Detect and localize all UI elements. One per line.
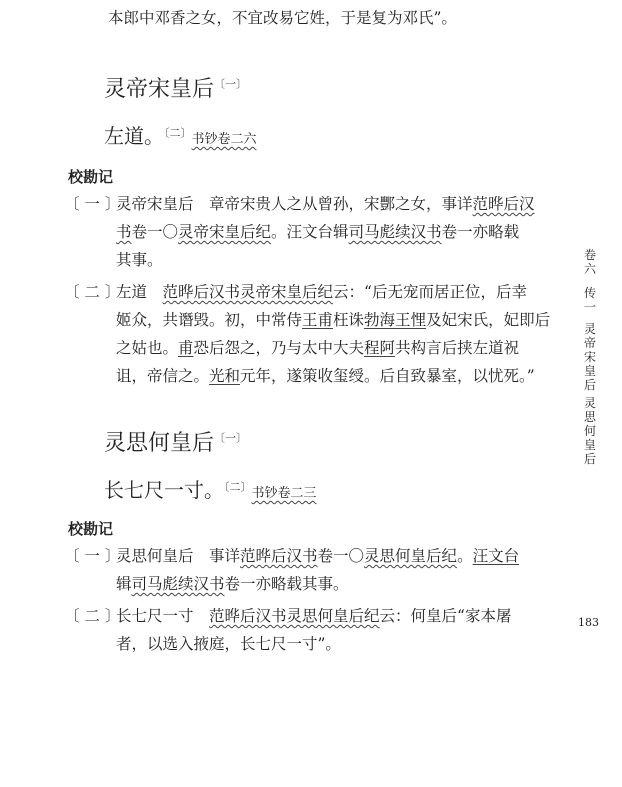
note-line [116, 306, 550, 334]
person-name: 勃海王悝 [364, 311, 427, 329]
section-title-text: 灵帝宋皇后 [104, 77, 215, 102]
source-citation: 书钞卷二三 [251, 486, 317, 501]
sidebar-volume: 卷六 [583, 248, 596, 276]
note-line [116, 542, 519, 570]
page-number: 183 [578, 616, 599, 629]
note-text: 枉诛 [333, 311, 365, 329]
note-text: 及妃宋氏，妃即后 [426, 311, 551, 329]
note-text: 卷一〇 [317, 547, 365, 565]
note-text: 辑 [116, 575, 132, 593]
note-text: 其事。 [116, 251, 163, 269]
note-text: 恐后怨之，乃与太中大夫 [193, 339, 365, 357]
note-number: 〔 二 〕 [64, 607, 121, 625]
note-text: 共构言后挟左道祝 [395, 339, 520, 357]
note-text: 长七尺一寸 [116, 607, 210, 625]
note-line [116, 334, 519, 362]
book-title: 司马彪续汉书 [348, 223, 442, 241]
person-name: 程阿 [364, 339, 396, 357]
note-line [116, 190, 535, 218]
section-title [104, 426, 247, 457]
note-text: 姬众，共谮毁。初，中常侍 [116, 311, 303, 329]
note-text: 。 [457, 547, 473, 565]
book-title: 灵帝宋皇后纪 [178, 223, 272, 241]
note-text: 之姑也。 [116, 339, 179, 357]
quote-note-ref: 〔二〕 [164, 126, 192, 140]
note-text: 元年，遂策收玺绶。后自致暴室，以忧死。” [240, 367, 535, 385]
note-text: 卷一亦略载 [441, 223, 520, 241]
note-line [116, 362, 535, 390]
sidebar-topic: 灵帝宋皇后 [583, 322, 596, 392]
note-text: 。汪文台辑 [271, 223, 349, 241]
collation-heading: 校勘记 [68, 168, 114, 186]
quote-text: 长七尺一寸。 [104, 478, 224, 502]
note-number: 〔 一 〕 [64, 195, 121, 213]
note-text: 云：何皇后“家本屠 [379, 607, 512, 625]
note-text: 卷一亦略载其事。 [224, 575, 349, 593]
book-title: 范晔后汉书灵思何皇后纪 [209, 607, 380, 625]
book-title: 范晔后汉 [472, 195, 535, 213]
collation-heading: 校勘记 [68, 520, 114, 538]
person-name: 王甫 [302, 311, 334, 329]
quote-line [104, 120, 257, 149]
quote-line [104, 474, 317, 503]
book-title: 书 [116, 223, 132, 241]
note-line [116, 278, 527, 306]
sidebar-topic: 灵思何皇后 [583, 396, 596, 466]
continuation-line: 本郎中邓香之女，不宜改易它姓，于是复为邓氏”。 [108, 9, 457, 27]
section-title-text: 灵思何皇后 [104, 431, 215, 456]
sidebar-section: 传一 [583, 286, 596, 314]
quote-note-ref: 〔二〕 [224, 480, 252, 494]
note-line [116, 218, 519, 246]
quote-text: 左道。 [104, 124, 164, 148]
note-text: 诅，帝信之。 [116, 367, 210, 385]
note-line [116, 246, 163, 274]
era-name: 光和 [209, 367, 241, 385]
source-citation: 书钞卷二六 [191, 132, 257, 147]
note-line [116, 630, 341, 658]
section-title [104, 72, 247, 103]
person-name: 甫 [178, 339, 194, 357]
book-title: 范晔后汉书 [240, 547, 318, 565]
note-number: 〔 二 〕 [64, 283, 121, 301]
note-text: 者，以选入掖庭，长七尺一寸”。 [116, 635, 341, 653]
note-line [116, 570, 349, 598]
note-text: 卷一〇 [131, 223, 179, 241]
note-text: 云：“后无宠而居正位，后幸 [333, 283, 527, 301]
book-title: 灵思何皇后纪 [364, 547, 458, 565]
book-title: 司马彪续汉书 [131, 575, 225, 593]
note-text: 左道 [116, 283, 163, 301]
title-note-ref: 〔一〕 [214, 77, 248, 91]
book-title: 范晔后汉书灵帝宋皇后纪 [162, 283, 334, 301]
note-number: 〔 一 〕 [64, 547, 121, 565]
note-text: 灵思何皇后 事详 [116, 547, 241, 565]
person-name: 汪文台 [472, 547, 520, 565]
note-line [116, 602, 511, 630]
note-text: 灵帝宋皇后 章帝宋贵人之从曾孙，宋酆之女，事详 [116, 195, 473, 213]
title-note-ref: 〔一〕 [214, 431, 248, 445]
